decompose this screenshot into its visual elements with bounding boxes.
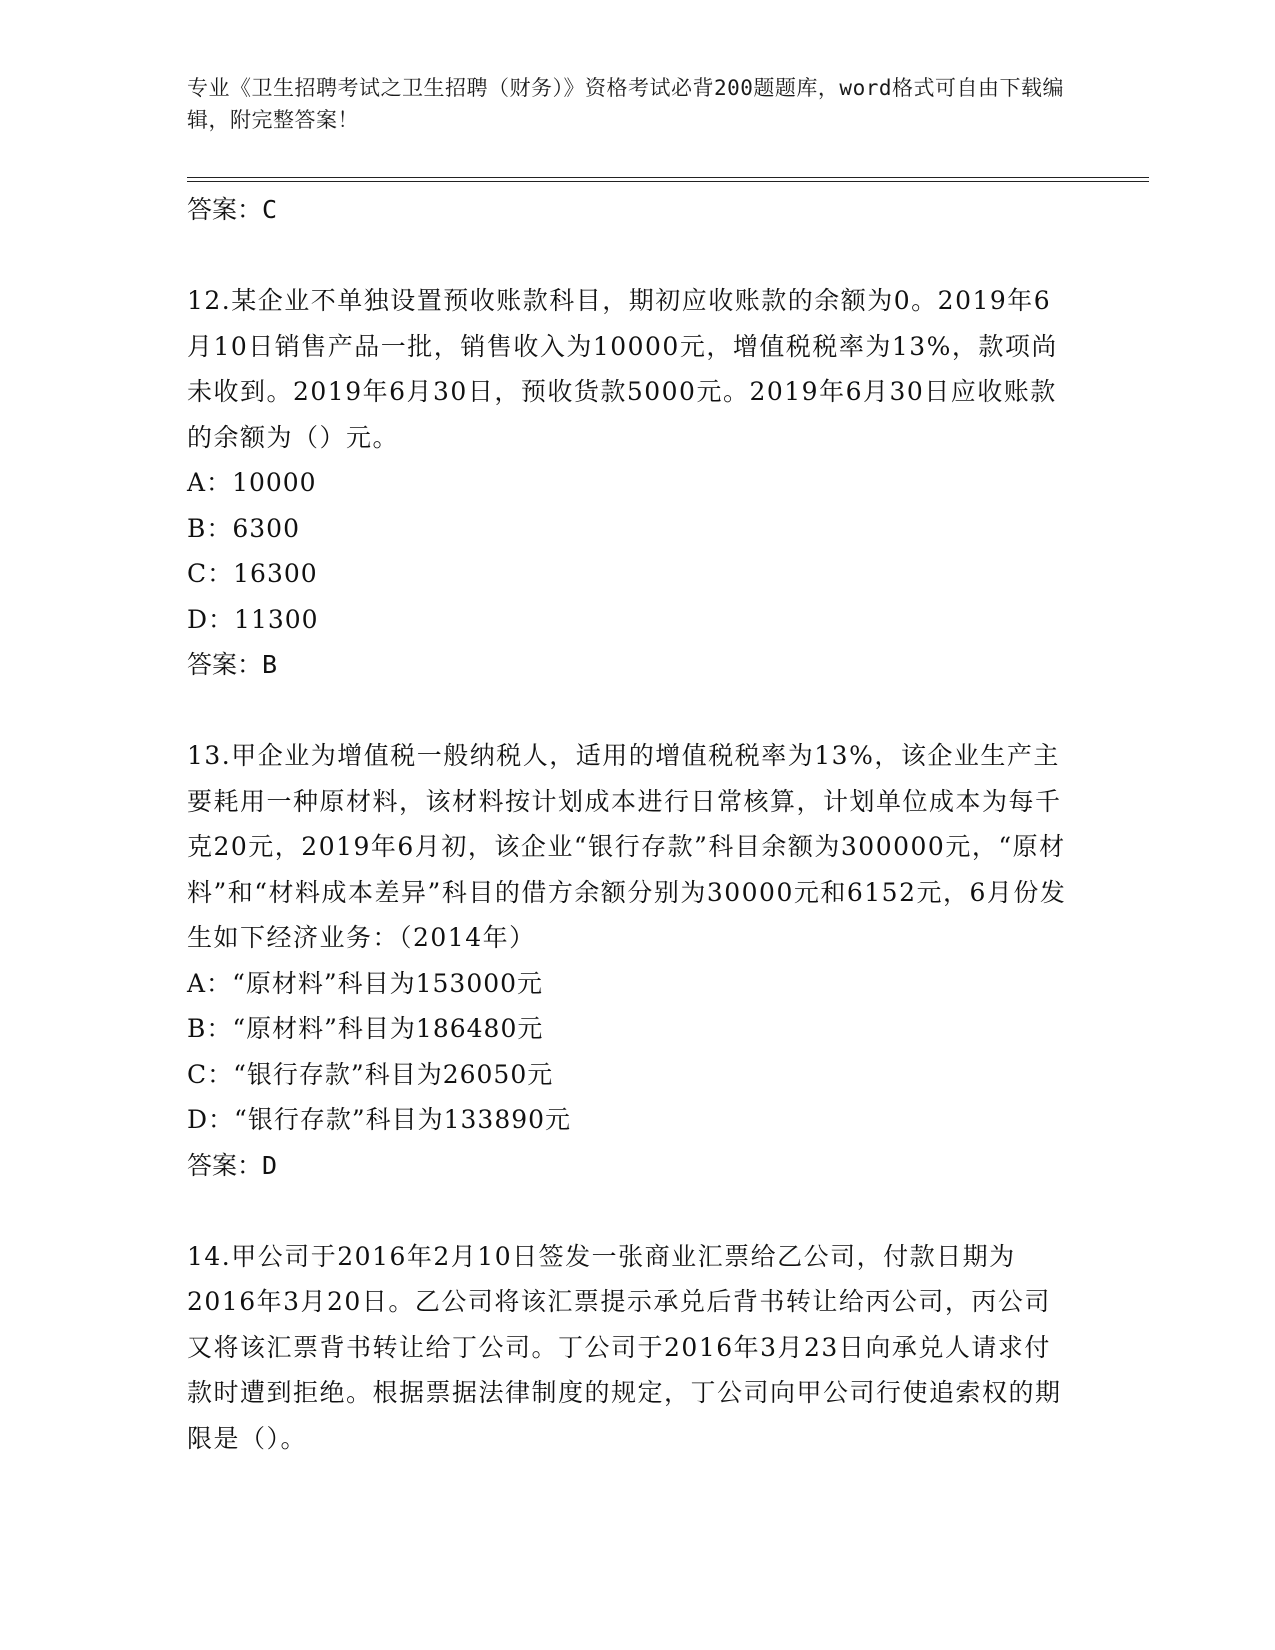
option-text: 6300 xyxy=(232,513,300,543)
header-divider-top xyxy=(187,177,1149,178)
previous-answer: 答案：C xyxy=(187,195,278,224)
option-letter: A： xyxy=(187,968,233,998)
question-stem: 13.甲企业为增值税一般纳税人，适用的增值税税率为13%，该企业生产主要耗用一种原材料，该材料按计划成本进行日常核算，计划单位成本为每千克20元，2019年6月初，该企业“银行存款”科目余额为300000元，“原材料”和“材料成本差异”科目的借方余额分别为30000元和6152元，6月份发生如下经济业务：（2014年） xyxy=(187,741,1067,952)
option-b xyxy=(187,1006,1077,1052)
option-letter: B： xyxy=(187,513,233,543)
option-a xyxy=(187,961,1077,1007)
option-b xyxy=(187,506,1077,552)
question-13 xyxy=(187,733,1077,1188)
option-text: 11300 xyxy=(234,604,319,634)
option-c xyxy=(187,1052,1077,1098)
option-text: “原材料”科目为153000元 xyxy=(232,968,544,998)
option-letter: C： xyxy=(187,559,234,588)
option-a xyxy=(187,460,1077,506)
option-letter: A： xyxy=(187,468,233,497)
option-letter: D： xyxy=(187,604,235,634)
question-stem: 12.某企业不单独设置预收账款科目，期初应收账款的余额为0。2019年6月10日销售产品一批，销售收入为10000元，增值税税率为13%，款项尚未收到。2019年6月30日，预收货款5000元。2019年6月30日应收账款的余额为（）元。 xyxy=(187,286,1058,452)
question-answer: 答案：D xyxy=(187,1150,278,1180)
option-d xyxy=(187,597,1077,643)
header-divider-bottom xyxy=(187,181,1149,182)
option-letter: D： xyxy=(187,1105,235,1134)
option-text: “原材料”科目为186480元 xyxy=(232,1014,544,1043)
option-letter: C： xyxy=(187,1059,234,1089)
question-answer: 答案：B xyxy=(187,650,278,679)
question-stem: 14.甲公司于2016年2月10日签发一张商业汇票给乙公司，付款日期为2016年3月20日。乙公司将该汇票提示承兑后背书转让给丙公司，丙公司又将该汇票背书转让给丁公司。丁公司于2016年3月23日向承兑人请求付款时遭到拒绝。根据票据法律制度的规定，丁公司向甲公司行使追索权的期限是（）。 xyxy=(187,1241,1062,1453)
option-letter: B： xyxy=(187,1014,233,1043)
page-content xyxy=(187,187,1077,1461)
question-14 xyxy=(187,1234,1077,1462)
option-text: “银行存款”科目为133890元 xyxy=(234,1105,572,1134)
option-text: “银行存款”科目为26050元 xyxy=(233,1059,554,1089)
document-header: 专业《卫生招聘考试之卫生招聘（财务）》资格考试必背200题题库，word格式可自由下载编辑，附完整答案！ xyxy=(187,76,1064,132)
option-text: 10000 xyxy=(232,468,317,497)
option-c xyxy=(187,551,1077,597)
option-d xyxy=(187,1097,1077,1143)
option-text: 16300 xyxy=(233,559,318,588)
question-12 xyxy=(187,278,1077,687)
